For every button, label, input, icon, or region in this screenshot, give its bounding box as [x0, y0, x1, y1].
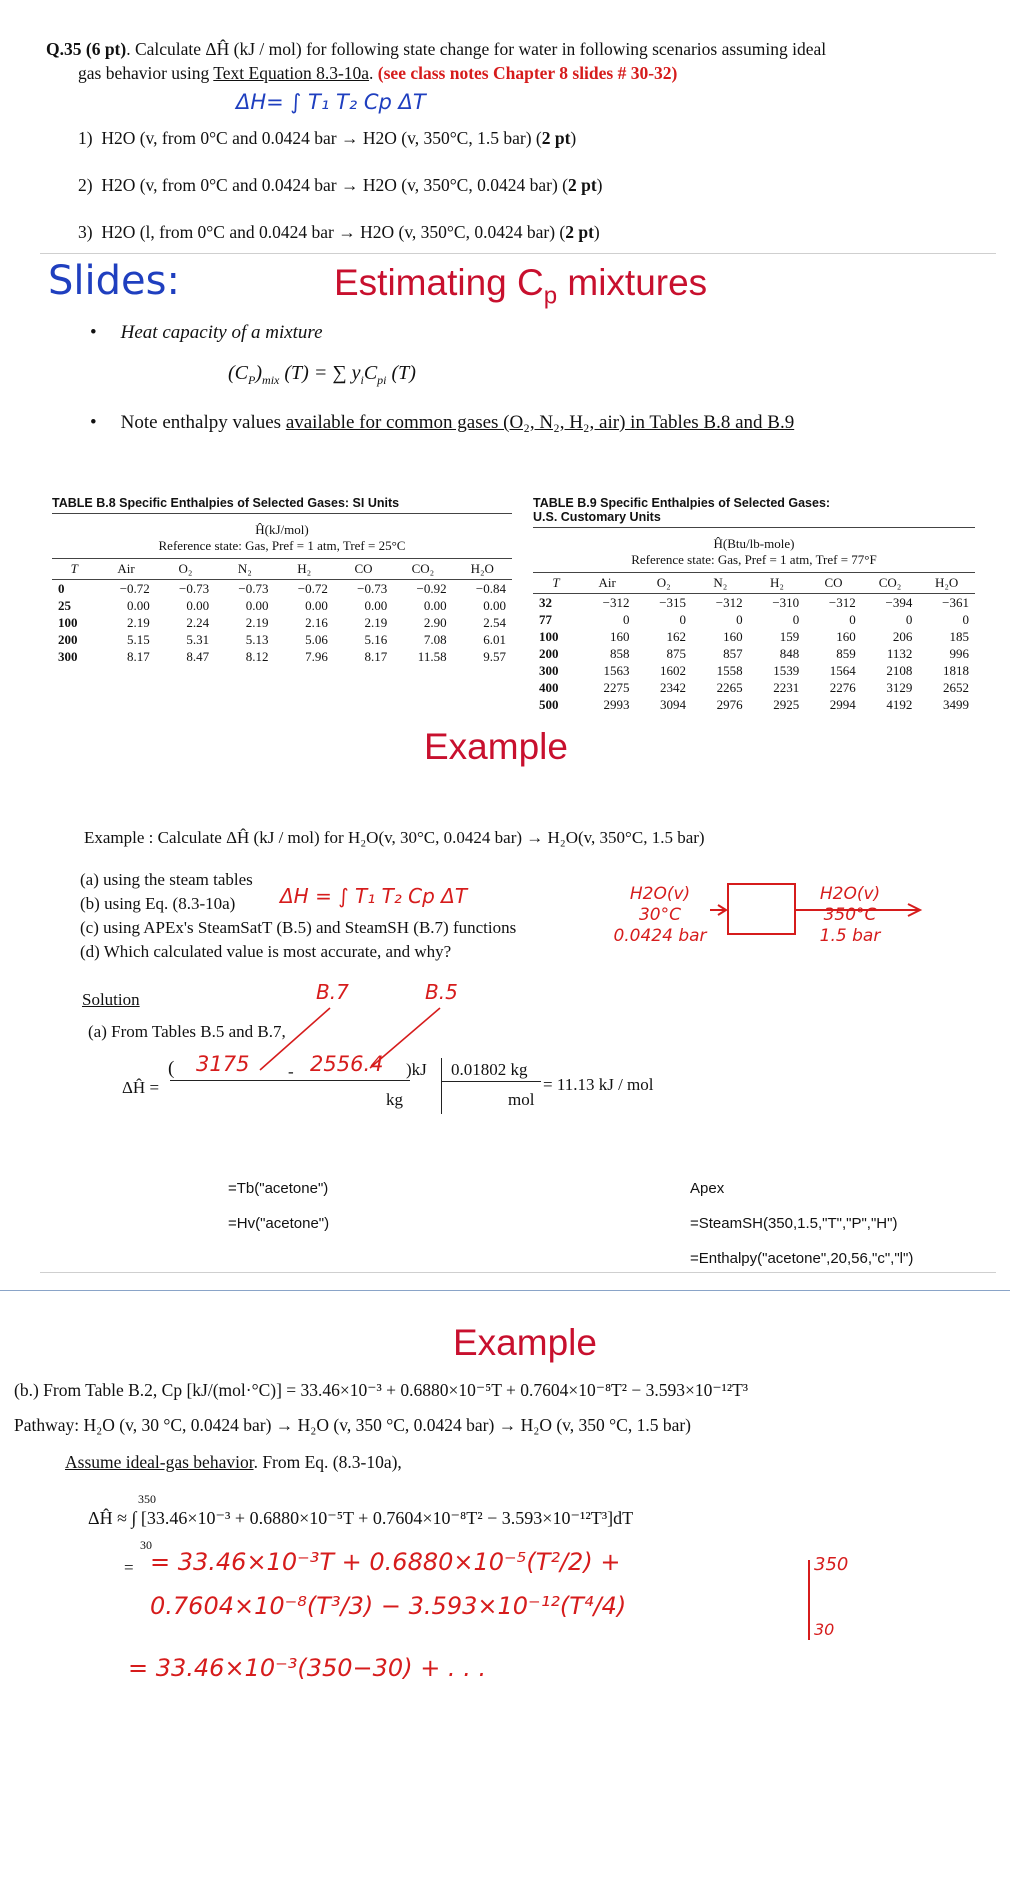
item-points: 2 pt	[541, 128, 571, 148]
item-points: 2 pt	[565, 222, 594, 242]
table-cell: 8.47	[186, 649, 210, 664]
divider	[40, 253, 996, 254]
table-cell: 0.00	[305, 598, 328, 613]
slides-handwritten-label: Slides:	[48, 258, 180, 304]
table-b8-ref: Reference state: Gas, Pref = 1 atm, Tref = 25°C	[158, 538, 406, 553]
result-value: = 11.13 kJ / mol	[543, 1075, 654, 1094]
question-heading	[46, 38, 986, 60]
column-header: T	[52, 559, 96, 580]
table-cell: 7.08	[423, 632, 447, 647]
table-cell: 5.16	[364, 632, 388, 647]
table-row	[52, 580, 512, 598]
outlet-pressure: 1.5 bar	[819, 926, 881, 946]
integral-lower-limit: 30	[140, 1538, 152, 1552]
table-cell: 300	[58, 649, 78, 664]
item-points: 2 pt	[567, 175, 597, 195]
table-cell: −312	[602, 595, 630, 610]
part-item: (b) using Eq. (8.3-10a)	[80, 894, 236, 913]
table-cell: −312	[828, 595, 856, 610]
question-list	[78, 128, 603, 248]
column-header: H₂O	[453, 559, 512, 580]
evaluation-bar	[808, 1560, 810, 1640]
table-cell: 5.15	[127, 632, 150, 647]
slide1-title: Estimating $C_p$ mixtures	[334, 262, 708, 310]
unit-kj: )kJ	[406, 1060, 427, 1079]
question-text-a: . Calculate ΔĤ (kJ / mol) for following state change for water in following scenarios assuming ideal	[126, 39, 827, 59]
table-cell: 859	[836, 646, 856, 661]
table-cell: 300	[539, 663, 559, 678]
table-cell: 1602	[660, 663, 687, 678]
slide3-title: Example	[453, 1322, 597, 1363]
table-cell: 185	[949, 629, 969, 644]
cp-expression: (b.) From Table B.2, Cp [kJ/(mol·°C)] = 33.46×10⁻³ + 0.6880×10⁻⁵T + 0.7604×10⁻⁸T² − 3.593×10⁻¹²T³	[14, 1380, 749, 1400]
column-header: Air	[579, 573, 636, 594]
minus-sign: -	[288, 1062, 294, 1081]
mixture-formula: $(C_P)_{mix}$ (T) = ∑ $y_iC_{pi}$ (T)	[228, 362, 416, 387]
handwritten-antiderivative-2: 0.7604×10⁻⁸(T³/3) − 3.593×10⁻¹²(T⁴/4)	[150, 1592, 627, 1620]
process-box	[728, 884, 795, 934]
table-cell: −394	[885, 595, 913, 610]
table-cell: 160	[723, 629, 743, 644]
table-cell: 8.17	[127, 649, 150, 664]
table-cell: −0.84	[475, 581, 506, 596]
integral-expression: ΔĤ ≈ ∫ [33.46×10⁻³ + 0.6880×10⁻⁵T + 0.7604×10⁻⁸T² − 3.593×10⁻¹²T³]dT	[88, 1508, 634, 1528]
column-header: H₂	[749, 573, 806, 594]
table-cell: 2925	[773, 697, 800, 712]
excel-formula-steamsh: =SteamSH(350,1.5,"T","P","H")	[690, 1215, 898, 1232]
question-text-b: gas behavior using	[78, 63, 210, 83]
handwritten-evaluation: = 33.46×10⁻³(350−30) + . . .	[128, 1654, 487, 1682]
table-row	[533, 628, 975, 645]
table-row	[533, 662, 975, 679]
table-cell: 0	[679, 612, 687, 627]
table-cell: −310	[772, 595, 800, 610]
question-item	[78, 128, 603, 154]
unit-kg: kg	[386, 1090, 403, 1109]
table-cell: 2.90	[423, 615, 447, 630]
item-text: H2O (l, from 0°C and 0.0424 bar → H2O (v, 350°C, 0.0424 bar) (	[101, 222, 566, 242]
table-cell: 3094	[660, 697, 687, 712]
table-cell: −0.72	[119, 581, 150, 596]
question-line2	[78, 62, 677, 84]
table-cell: 2276	[829, 680, 856, 695]
table-row	[533, 611, 975, 628]
dh-label: ΔĤ =	[122, 1078, 160, 1097]
table-cell: 0	[58, 581, 65, 596]
table-b9-caption-1: TABLE B.9 Specific Enthalpies of Selected Gases:	[533, 496, 831, 510]
table-cell: 1818	[943, 663, 969, 678]
part-item: (a) using the steam tables	[80, 870, 253, 889]
table-row	[52, 614, 512, 631]
table-cell: 2993	[603, 697, 630, 712]
table-cell: 500	[539, 697, 559, 712]
table-cell: −0.73	[238, 581, 269, 596]
slide1-bullet2: • Note enthalpy values available for common gases (O₂, N₂, H₂, air) in Tables B.8 and B.9	[90, 412, 795, 433]
inlet-temp: 30°C	[638, 905, 681, 925]
table-cell: 8.12	[245, 649, 269, 664]
item-close: )	[596, 175, 603, 195]
paren-open: (	[168, 1058, 175, 1079]
item-close: )	[570, 128, 577, 148]
item-number: 2)	[78, 175, 93, 195]
table-cell: −312	[715, 595, 743, 610]
table-cell: 875	[666, 646, 687, 661]
table-b8-unit: Ĥ(kJ/mol)	[255, 522, 309, 537]
table-cell: 0	[905, 612, 913, 627]
table-cell: −315	[659, 595, 687, 610]
table-cell: 100	[58, 615, 78, 630]
column-header: T	[533, 573, 579, 594]
table-cell: 11.58	[417, 649, 447, 664]
question-item	[78, 175, 603, 201]
table-b9-ref: Reference state: Gas, Pref = 1 atm, Tref = 77°F	[631, 552, 877, 567]
table-row	[52, 648, 512, 665]
table-cell: 0.00	[483, 598, 506, 613]
table-cell: 2976	[716, 697, 743, 712]
bullet2-underlined: available for common gases (O₂, N₂, H₂, air) in Tables B.8 and B.9	[285, 412, 795, 433]
table-cell: 1558	[716, 663, 743, 678]
handwritten-eq-b: ΔH = ∫ T₁ T₂ Cp ΔT	[280, 884, 468, 908]
table-b8-grid	[52, 558, 512, 665]
table-b8	[52, 496, 512, 665]
table-cell: −361	[942, 595, 969, 610]
table-cell: 0.00	[364, 598, 388, 613]
table-cell: 2265	[716, 680, 743, 695]
example-parts	[80, 868, 516, 964]
outlet-temp: 350°C	[823, 905, 877, 925]
table-cell: 162	[666, 629, 687, 644]
column-header: CO₂	[393, 559, 452, 580]
handwritten-limit-upper: 350	[814, 1554, 849, 1575]
handwritten-b5: B.5	[425, 980, 458, 1004]
inlet-pressure: 0.0424 bar	[613, 926, 707, 946]
bullet2-text: Note enthalpy values	[120, 412, 286, 433]
table-cell: −0.72	[297, 581, 328, 596]
table-cell: 2.19	[127, 615, 150, 630]
table-cell: −0.73	[357, 581, 388, 596]
excel-formula-enthalpy: =Enthalpy("acetone",20,56,"c","l")	[690, 1250, 914, 1267]
table-cell: 100	[539, 629, 559, 644]
table-cell: 160	[609, 629, 630, 644]
column-header: O₂	[156, 559, 215, 580]
example-statement: Example : Calculate ΔĤ (kJ / mol) for H₂O(v, 30°C, 0.0424 bar) → H₂O(v, 350°C, 1.5 bar)	[84, 828, 705, 847]
fraction-divider	[441, 1058, 442, 1114]
table-cell: 2.24	[186, 615, 210, 630]
table-cell: 2652	[943, 680, 969, 695]
item-close: )	[593, 222, 600, 242]
table-cell: 7.96	[305, 649, 328, 664]
column-header: H₂	[275, 559, 334, 580]
table-cell: 2994	[829, 697, 856, 712]
table-cell: 2.54	[483, 615, 506, 630]
apex-label: Apex	[690, 1180, 725, 1197]
table-cell: −0.73	[179, 581, 210, 596]
column-header: CO	[334, 559, 393, 580]
table-cell: 3129	[886, 680, 913, 695]
handwritten-antiderivative-1: = 33.46×10⁻³T + 0.6880×10⁻⁵(T²/2) +	[150, 1548, 621, 1576]
item-text: H2O (v, from 0°C and 0.0424 bar → H2O (v, 350°C, 0.0424 bar) (	[101, 175, 568, 195]
table-cell: 2.19	[245, 615, 269, 630]
column-header: N₂	[692, 573, 749, 594]
handwritten-b7: B.7	[316, 980, 349, 1004]
table-cell: 2108	[886, 663, 913, 678]
solution-heading: Solution	[82, 990, 140, 1009]
equals-sign: =	[124, 1558, 134, 1577]
table-cell: 5.06	[305, 632, 328, 647]
assumption-rest: . From Eq. (8.3-10a),	[253, 1452, 402, 1472]
conversion-underline	[441, 1081, 541, 1082]
table-cell: 200	[58, 632, 78, 647]
table-cell: 8.17	[364, 649, 388, 664]
table-row	[533, 594, 975, 612]
table-cell: 2231	[773, 680, 800, 695]
table-cell: 2.16	[305, 615, 328, 630]
question-item	[78, 222, 603, 248]
excel-formula-hv: =Hv("acetone")	[228, 1215, 330, 1232]
handwritten-dh-equation	[236, 90, 426, 114]
table-cell: 1564	[829, 663, 856, 678]
divider	[40, 1272, 996, 1273]
outlet-species: H2O(v)	[819, 884, 881, 904]
assumption	[65, 1452, 402, 1473]
column-header: CO	[805, 573, 862, 594]
inlet-species: H2O(v)	[629, 884, 691, 904]
table-row	[52, 631, 512, 648]
column-header: N₂	[215, 559, 274, 580]
column-header: Air	[96, 559, 155, 580]
table-cell: 1132	[886, 646, 913, 661]
table-cell: 0.00	[127, 598, 150, 613]
table-cell: 0.00	[245, 598, 269, 613]
handwritten-limit-lower: 30	[814, 1620, 835, 1639]
table-cell: 25	[58, 598, 71, 613]
table-cell: 0	[849, 612, 856, 627]
integral-upper-limit: 350	[138, 1492, 156, 1506]
part-a-text: (a) From Tables B.5 and B.7,	[88, 1022, 286, 1041]
table-cell: 1539	[773, 663, 800, 678]
table-cell: 9.57	[483, 649, 506, 664]
table-b8-caption: TABLE B.8 Specific Enthalpies of Selected Gases: SI Units	[52, 496, 512, 514]
assumption-underlined: Assume ideal-gas behavior	[65, 1452, 254, 1472]
table-cell: 2275	[603, 680, 630, 695]
table-cell: 858	[609, 646, 630, 661]
bullet1-text: Heat capacity of a mixture	[120, 322, 323, 343]
class-notes-reference: (see class notes Chapter 8 slides # 30-32)	[377, 63, 678, 83]
table-cell: 0.00	[186, 598, 210, 613]
table-cell: −0.92	[416, 581, 447, 596]
table-b9	[533, 496, 975, 713]
table-cell: 4192	[886, 697, 913, 712]
table-cell: 3499	[943, 697, 969, 712]
table-cell: 848	[779, 646, 800, 661]
question-label: Q.35 (6 pt)	[46, 39, 127, 59]
table-row	[533, 679, 975, 696]
column-header: CO₂	[862, 573, 919, 594]
table-row	[52, 597, 512, 614]
table-cell: 6.01	[483, 632, 506, 647]
table-cell: 2.19	[364, 615, 388, 630]
table-cell: 0	[622, 612, 630, 627]
table-b9-caption-2: U.S. Customary Units	[533, 510, 975, 528]
table-cell: 32	[539, 595, 552, 610]
text-equation-link[interactable]: Text Equation 8.3-10a	[213, 63, 370, 83]
table-cell: 159	[779, 629, 800, 644]
table-cell: 400	[539, 680, 559, 695]
table-cell: 0	[736, 612, 743, 627]
part-item: (d) Which calculated value is most accurate, and why?	[80, 942, 452, 961]
column-header: O₂	[635, 573, 692, 594]
table-cell: 5.31	[186, 632, 210, 647]
item-text: H2O (v, from 0°C and 0.0424 bar → H2O (v, 350°C, 1.5 bar) (	[101, 128, 542, 148]
table-cell: 857	[723, 646, 743, 661]
slide1-bullet1: • Heat capacity of a mixture	[90, 322, 323, 343]
table-cell: 200	[539, 646, 559, 661]
column-header: H₂O	[918, 573, 975, 594]
conversion-unit: mol	[508, 1090, 535, 1109]
table-cell: 5.13	[245, 632, 269, 647]
item-number: 3)	[78, 222, 93, 242]
table-row	[533, 645, 975, 662]
table-cell: 996	[949, 646, 969, 661]
table-b9-unit: Ĥ(Btu/lb-mole)	[713, 536, 795, 551]
item-number: 1)	[78, 128, 93, 148]
table-cell: 0	[792, 612, 800, 627]
handwritten-value-2: 2556.4	[310, 1052, 384, 1076]
table-cell: 0	[962, 612, 969, 627]
excel-formula-tb: =Tb("acetone")	[228, 1180, 329, 1197]
handwritten-value-1: 3175	[196, 1052, 250, 1076]
question-text-c: .	[369, 63, 374, 83]
table-cell: 77	[539, 612, 552, 627]
table-cell: 2342	[660, 680, 687, 695]
divider	[0, 1290, 1010, 1291]
part-item: (c) using APEx's SteamSatT (B.5) and SteamSH (B.7) functions	[80, 918, 517, 937]
table-cell: 0.00	[423, 598, 447, 613]
table-b9-grid	[533, 572, 975, 713]
table-row	[533, 696, 975, 713]
handwritten-dh-text: ΔH= ∫ T₁ T₂ Cp ΔT	[236, 90, 426, 114]
table-cell: 1563	[603, 663, 630, 678]
pathway: Pathway: H₂O (v, 30 °C, 0.0424 bar) → H₂O (v, 350 °C, 0.0424 bar) → H₂O (v, 350 °C, 1.5 bar)	[14, 1415, 691, 1435]
table-cell: 206	[892, 629, 913, 644]
process-outlet	[800, 884, 900, 947]
conversion-value: 0.01802 kg	[451, 1060, 528, 1079]
table-cell: 160	[836, 629, 856, 644]
slide2-title: Example	[424, 726, 568, 767]
